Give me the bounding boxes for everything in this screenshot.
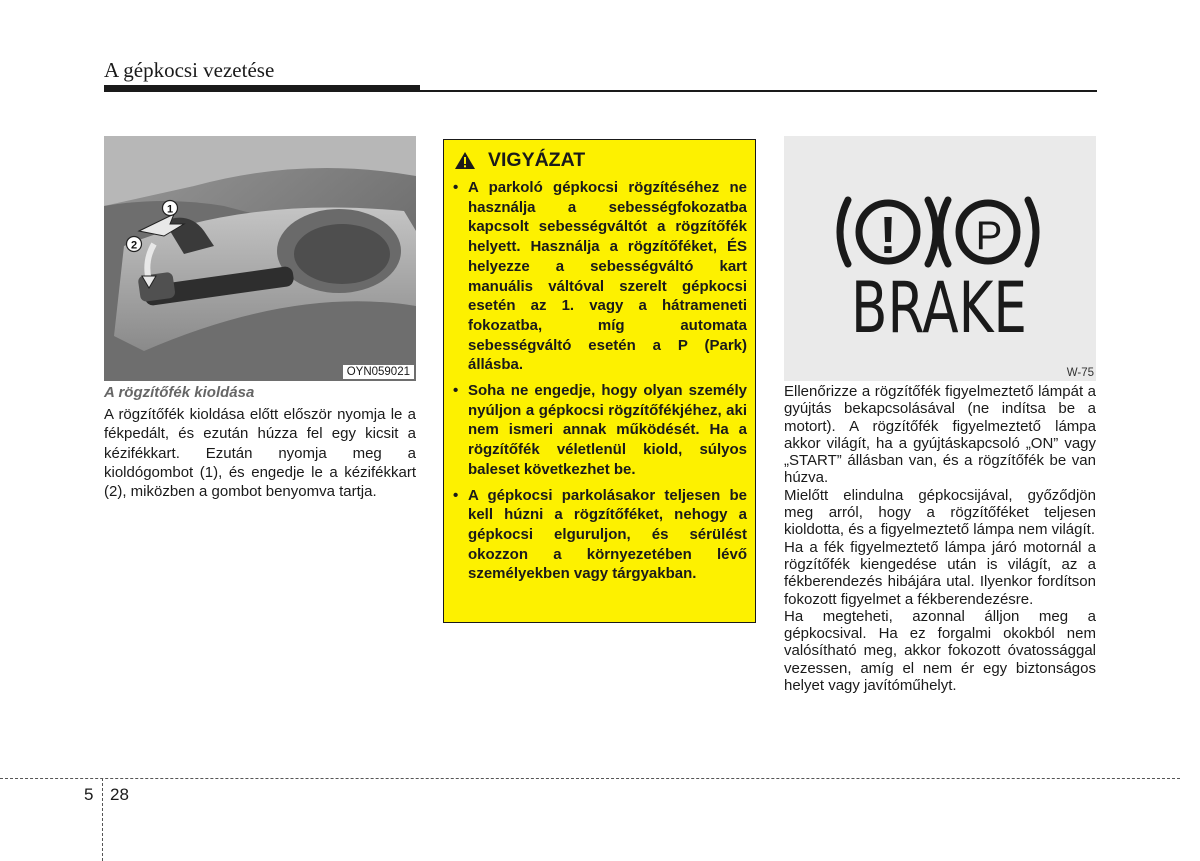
page-number: 28 (110, 785, 129, 804)
footer-dashed-rule (0, 778, 1180, 779)
brake-warning-icon (784, 136, 1096, 381)
callout-2-label: 2 (130, 239, 138, 252)
warning-item: • A gépkocsi parkolásakor teljesen be kell húzni a rögzítőféket, nehogy a gépkocsi elguruljon, és sérülést okozzon a környezetében lévő személyekben vagy tárgyakban. (452, 486, 747, 585)
callout-1-label: 1 (166, 203, 174, 216)
brake-lamp-text (784, 383, 1096, 694)
photo-code: OYN059021 (343, 365, 414, 379)
warning-title: VIGYÁZAT (488, 149, 586, 171)
footer-dashed-divider (102, 778, 103, 861)
brake-figure-code: W-75 (1066, 367, 1094, 379)
paragraph: Ha a fék figyelmeztető lámpa járó motornál a rögzítőfék kiengedése után is világít, az a fékberendezés hibájára utal. Ilyenkor fordítson fokozott figyelmet a fékberendezésre. (784, 538, 1096, 608)
parking-brake-illustration (104, 136, 416, 381)
photo-caption: A rögzítőfék kioldása (104, 384, 255, 401)
warning-item: • A parkoló gépkocsi rögzítéséhez ne használja a sebességfokozatba kapcsolt sebességváltót a rögzítőfék helyett. Használja a rögzítőféket, ÉS helyezze a sebességváltó kart manuális váltóval szerelt gépkocsi esetén az 1. vagy a hátrameneti fokozatba, míg automata sebességváltó esetén a P (Park) állásba. (452, 178, 747, 375)
parking-brake-photo (104, 136, 416, 381)
p-symbol: P (975, 214, 1003, 258)
warning-header (454, 149, 747, 172)
release-instructions: A rögzítőfék kioldása előtt először nyomja le a fékpedált, és ezután húzza fel egy kicsit a kézifékkart. Ezután nyomja meg a kioldógombot (1), és engedje le a kézifékkart (2), miközben a gombot benyomva tartja. (104, 406, 416, 501)
chapter-title: A gépkocsi vezetése (104, 58, 275, 82)
warning-list (452, 178, 747, 584)
warning-box (443, 139, 756, 623)
exclamation-symbol: ! (879, 207, 897, 265)
header-rule (420, 90, 1097, 92)
brake-label: BRAKE (851, 267, 1027, 349)
paragraph: Ha megteheti, azonnal álljon meg a gépkocsival. Ha ez forgalmi okokból nem valósítható meg, akkor fokozott óvatossággal vezessen, amíg el nem ér egy biztonságos helyet vagy javítóműhelyt. (784, 607, 1096, 695)
warning-item: • Soha ne engedje, hogy olyan személy nyúljon a gépkocsi rögzítőfékjéhez, aki nem ismeri annak működését. Ha a rögzítőfék véletlenül kiold, súlyos baleset következhet be. (452, 381, 747, 480)
warning-triangle-icon (454, 151, 476, 170)
paragraph: Ellenőrizze a rögzítőfék figyelmeztető lámpát a gyújtás bekapcsolásával (ne indítsa be a motort). A rögzítőfék figyelmeztető lámpa akkor világít, ha a gyújtáskapcsoló „ON” vagy „START” állásban van, és a rögzítőfék be van húzva. (784, 383, 1096, 487)
header-bar (104, 85, 420, 92)
paragraph: Mielőtt elindulna gépkocsijával, győződjön meg arról, hogy a rögzítőféket teljesen kioldotta, és a figyelmeztető lámpa nem világít. (784, 486, 1096, 539)
chapter-number: 5 (84, 785, 94, 804)
brake-warning-lamp-panel (784, 136, 1096, 381)
